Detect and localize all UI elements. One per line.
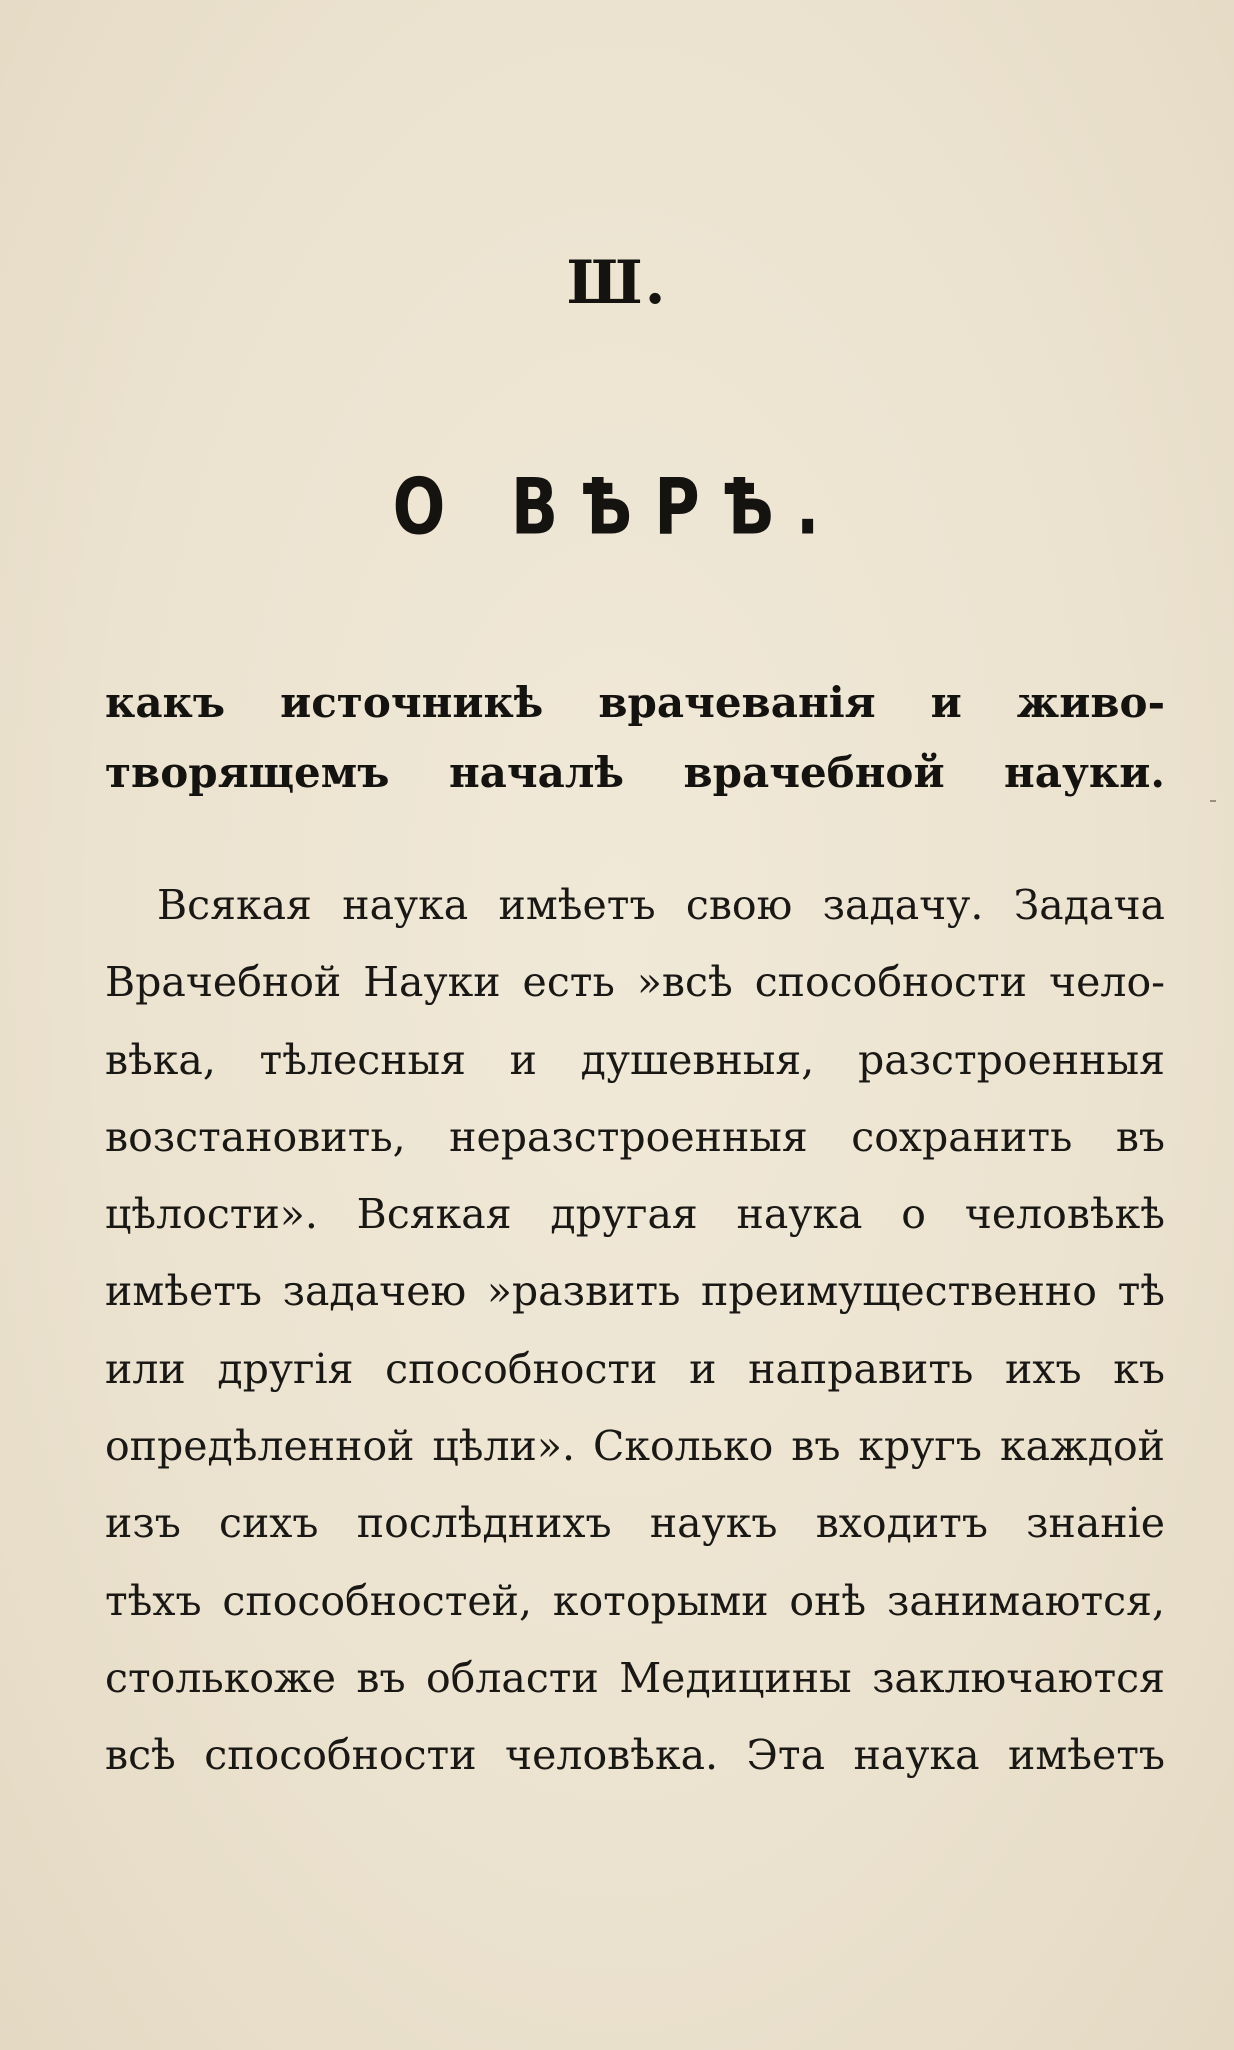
body-line: цѣлости». Всякая другая наука о человѣкѣ — [105, 1190, 1165, 1239]
body-line: Всякая наука имѣетъ свою задачу. Задача — [157, 881, 1165, 929]
body-line: изъ сихъ послѣднихъ наукъ входитъ знаніе — [105, 1499, 1165, 1548]
body-line: опредѣленной цѣли». Сколько въ кругъ каждой — [105, 1422, 1165, 1471]
body-line: Врачебной Науки есть »всѣ способности чело- — [105, 958, 1165, 1007]
body-line: столькоже въ области Медицины заключаются — [105, 1653, 1165, 1702]
subtitle-line: творящемъ началѣ врачебной науки. — [105, 748, 1165, 797]
body-line: возстановить, неразстроенныя сохранить въ — [105, 1112, 1165, 1161]
chapter-subtitle — [105, 668, 1165, 808]
subtitle-line: какъ источникѣ врачеванія и живо- — [105, 678, 1165, 727]
body-line: тѣхъ способностей, которыми онѣ занимаются, — [105, 1576, 1165, 1625]
body-line: или другія способности и направить ихъ къ — [105, 1344, 1165, 1393]
section-numeral: Ш. — [566, 248, 668, 318]
body-paragraph — [105, 867, 1165, 1795]
body-line: всѣ способности человѣка. Эта наука имѣетъ — [105, 1731, 1165, 1780]
body-line: имѣетъ задачею »развить преимущественно тѣ — [105, 1267, 1165, 1316]
chapter-title: О ВѢРѢ. — [392, 460, 842, 553]
body-line: вѣка, тѣлесныя и душевныя, разстроенныя — [105, 1035, 1165, 1084]
page-edge-mark — [1210, 800, 1216, 802]
